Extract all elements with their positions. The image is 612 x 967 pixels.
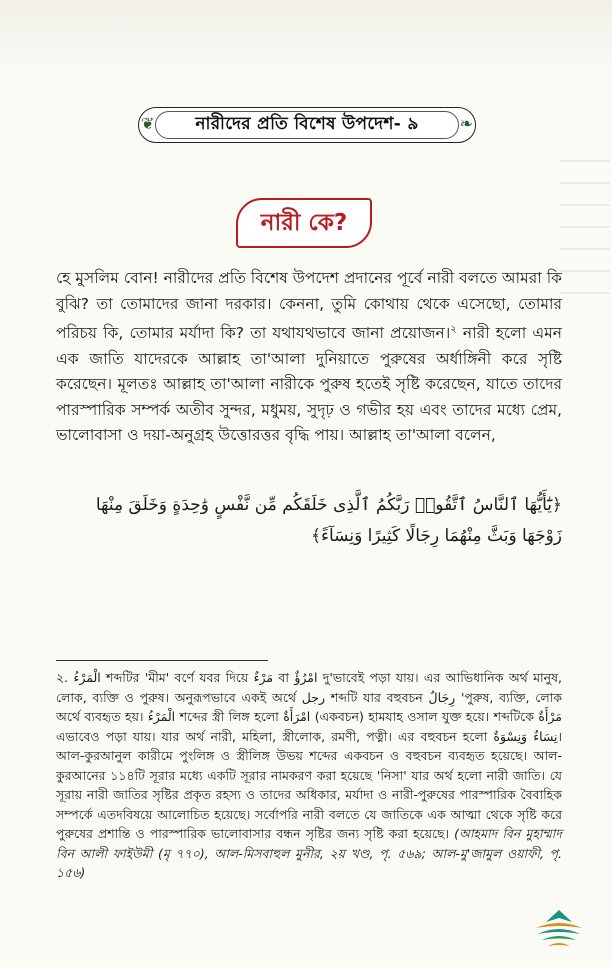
leaf-ornament-icon: ❧ [459, 114, 473, 133]
footnote-citation: (আহমাদ বিন মুহাম্মাদ বিন আলী ফাইউমী (মৃ ৭৭০), আল-মিসবাহুল মুনীর, ২য় খণ্ড, পৃ. ৫৬৯; আল-মু'জামুল ওয়াফী, পৃ. ১৫৬) [56, 826, 562, 880]
publisher-logo-icon [532, 908, 586, 950]
section-heading-text: নারী কে? [260, 209, 348, 236]
chapter-title: নারীদের প্রতি বিশেষ উপদেশ- ৯ [195, 114, 419, 134]
footnote-divider [56, 660, 268, 661]
footnote [56, 668, 562, 883]
body-text-part1: হে মুসলিম বোন! নারীদের প্রতি বিশেষ উপদেশ প্রদানের পূর্বে নারী বলতে আমরা কি বুঝি? তা তোমাদের জানা দরকার। কেননা, তুমি কোথায় থেকে এসেছো, তোমার পরিচয় কি, তোমার মর্যাদা কি? তা যথাযথভাবে জানা প্রয়োজন। [56, 269, 562, 343]
quran-verse: ﴿يَٰٓأَيُّهَا ٱلنَّاسُ ٱتَّقُوا۟ رَبَّكُمُ ٱلَّذِى خَلَقَكُم مِّن نَّفْسٍ وَٰحِدَةٍ وَخَلَقَ مِنْهَا زَوْجَهَا وَبَثَّ مِنْهُمَا رِجَالًا كَثِيرًا وَنِسَآءً﴾ [95, 495, 562, 546]
chapter-banner [138, 107, 476, 143]
previous-page-bleed [0, 0, 612, 80]
section-heading [236, 198, 372, 248]
body-paragraph [56, 266, 562, 449]
show-through-text [560, 160, 610, 300]
leaf-ornament-icon: ❦ [141, 114, 155, 133]
footnote-reference[interactable]: ২ [450, 324, 457, 335]
footnote-text: ২. الْمَرْءُ শব্দটির 'মীম' বর্ণে যবর দিয়ে مَرْءٌ বা امْرُؤٌ দু'ভাবেই পড়া যায়। এর আভিধানিক অর্থ মানুষ, লোক, ব্যক্তি ও পুরুষ। অনুরূপভাবে একই অর্থে رجل শব্দটি যার বহুবচন رِجَالٌ 'পুরুষ, ব্যক্তি, লোক অর্থে ব্যবহৃত হয়। الْمَرْءُ শব্দের স্ত্রী লিঙ্গ হলো امْرَأَةٌ (একবচন) হামযাহ ওসাল যুক্ত হয়ে। শব্দটিকে مَرْأَةٌ এভাবেও পড়া যায়। যার অর্থ নারী, মহিলা, স্ত্রীলোক, রমণী, পত্নী। এর বহুবচন হলো نِسَاءٌ وَنِسْوَةٌ। আল-কুরআনুল কারীমে পুংলিঙ্গ ও স্ত্রীলিঙ্গ উভয় শব্দের একবচন ও বহুবচন ব্যবহৃত হয়েছে। আল-কুরআনের ১১৪টি সূরার মধ্যে একটি সূরার নামকরণ করা হয়েছে 'নিসা' যার অর্থ হলো নারী জাতি। যে সূরায় নারী জাতির সৃষ্টির প্রকৃত রহস্য ও তাদের অধিকার, মর্যাদা ও নারী-পুরুষের পারস্পারিক বৈবাহিক সম্পর্কে এতদবিষয়ে আলোচিত হয়েছে। সর্বোপরি নারী বলতে যে জাতিকে এক আত্মা থেকে সৃষ্টি করে পুরুষের প্রশান্তি ও পারস্পারিক ভালোবাসার বন্ধন সৃষ্টির জন্য সৃষ্টি করা হয়েছে। [56, 670, 563, 841]
body-text-part2: নারী হলো এমন এক জাতি যাদেরকে আল্লাহ তা'আলা দুনিয়াতে পুরুষের অর্ধাঙ্গিনী করে সৃষ্টি করেছেন। মূলতঃ আল্লাহ তা'আলা নারীকে পুরুষ হতেই সৃষ্টি করেছেন, যাতে তাদের পারস্পারিক সম্পর্ক অতীব সুন্দর, মধুময়, সুদৃঢ় ও গভীর হয় এবং তাদের মধ্যে প্রেম, ভালোবাসা ও দয়া-অনুগ্রহ উত্তোরত্তর বৃদ্ধি পায়। আল্লাহ তা'আলা বলেন, [56, 324, 562, 445]
